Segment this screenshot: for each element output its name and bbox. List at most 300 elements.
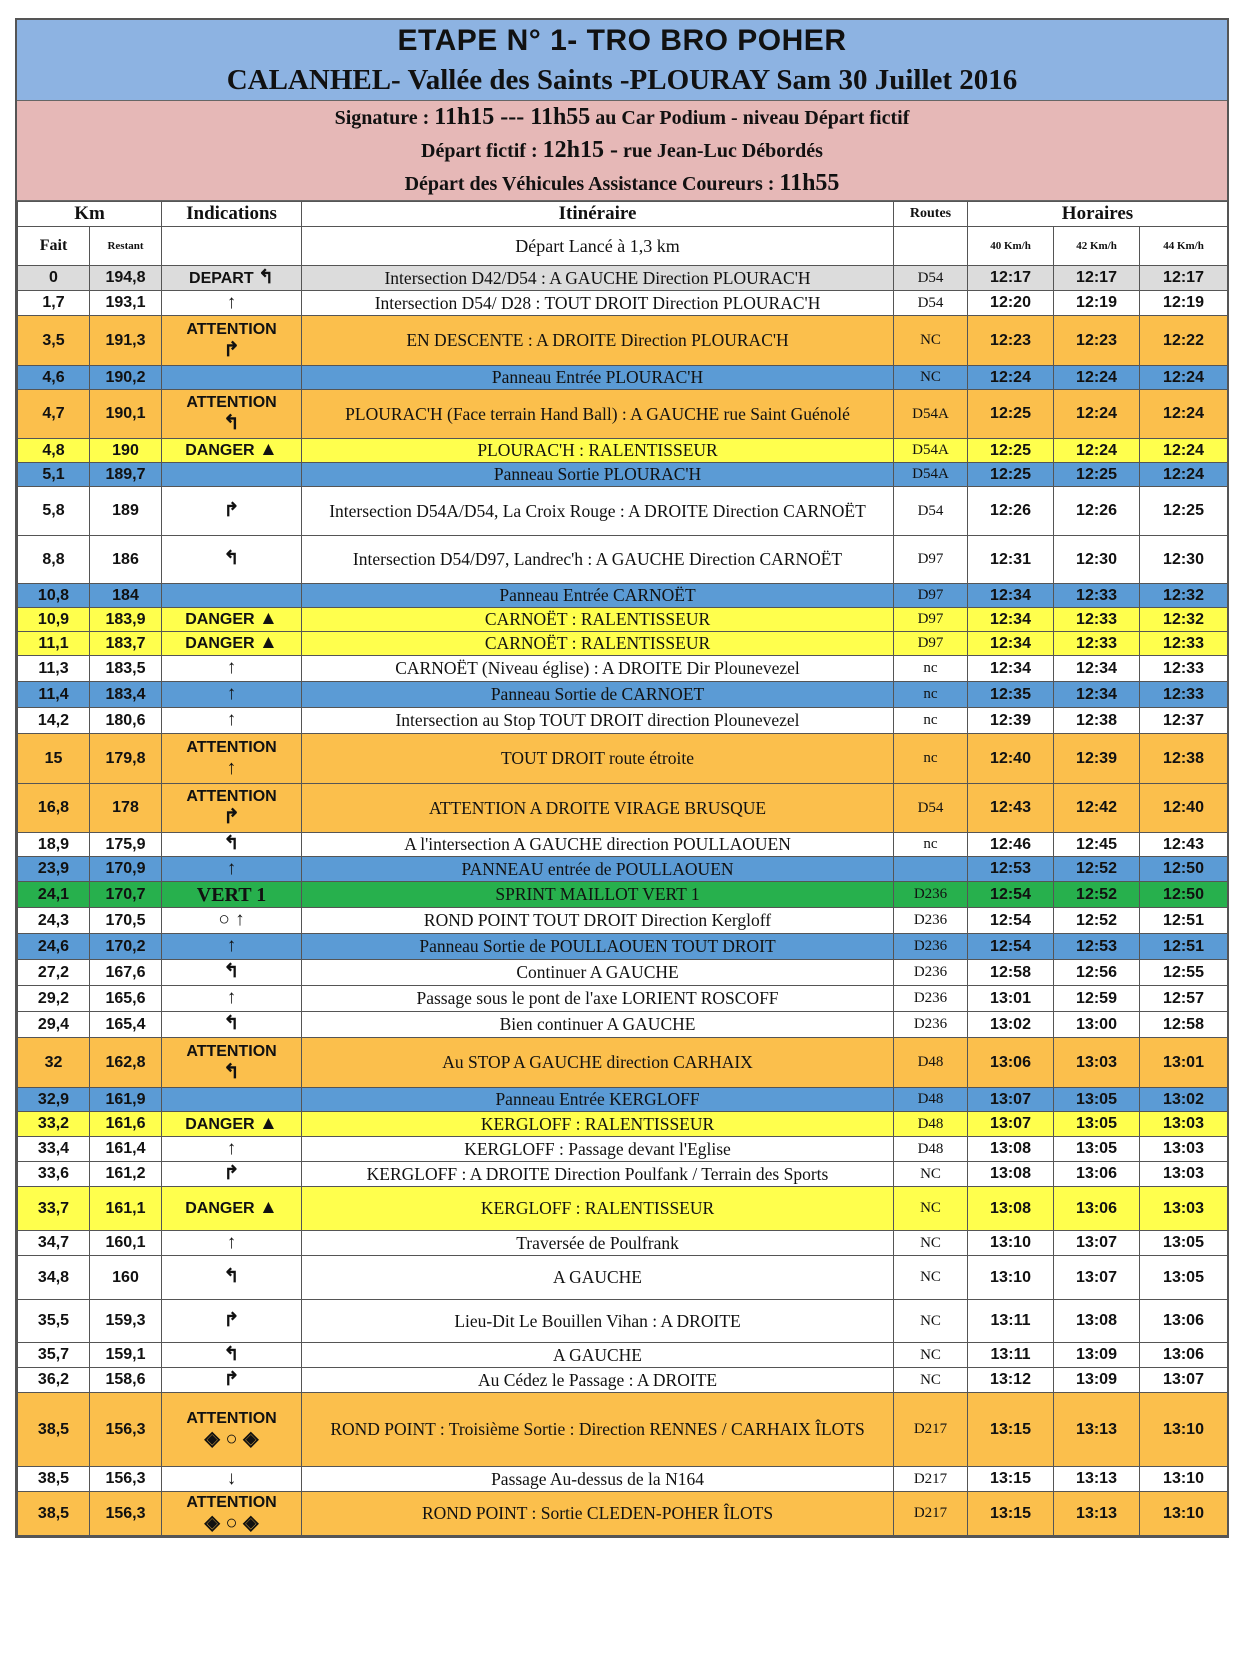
- table-row: [18, 463, 1228, 487]
- time-44-cell: 12:51: [1140, 934, 1228, 960]
- km-restant-cell: 178: [90, 784, 162, 833]
- km-fait-cell: 24,1: [18, 882, 90, 908]
- direction-arrow-icon: ↰: [223, 548, 240, 569]
- km-fait-cell: 38,5: [18, 1492, 90, 1536]
- km-fait-cell: 24,3: [18, 908, 90, 934]
- km-fait-cell: 4,8: [18, 439, 90, 463]
- time-42-cell: 12:30: [1054, 536, 1140, 584]
- indication-cell: [162, 682, 302, 708]
- km-restant-cell: 190,2: [90, 366, 162, 390]
- time-42-cell: 12:24: [1054, 366, 1140, 390]
- table-row: [18, 656, 1228, 682]
- table-row: [18, 390, 1228, 439]
- km-fait-cell: 32,9: [18, 1088, 90, 1112]
- time-44-cell: 12:33: [1140, 656, 1228, 682]
- direction-arrow-icon: ↓: [226, 1467, 237, 1489]
- time-42-cell: 12:34: [1054, 656, 1140, 682]
- itinerary-cell: Panneau Entrée PLOURAC'H: [302, 366, 894, 390]
- itinerary-cell: CARNOËT : RALENTISSEUR: [302, 632, 894, 656]
- indication-cell: [162, 316, 302, 366]
- itinerary-cell: ATTENTION A DROITE VIRAGE BRUSQUE: [302, 784, 894, 833]
- itinerary-cell: PLOURAC'H : RALENTISSEUR: [302, 439, 894, 463]
- time-42-cell: 12:52: [1054, 908, 1140, 934]
- route-cell: D54A: [894, 390, 968, 439]
- indication-label: DANGER: [185, 442, 255, 459]
- itinerary-cell: Panneau Sortie PLOURAC'H: [302, 463, 894, 487]
- indication-label: ATTENTION: [186, 738, 277, 756]
- indication-cell: [162, 608, 302, 632]
- time-42-cell: 13:07: [1054, 1256, 1140, 1300]
- itinerary-cell: Au Cédez le Passage : A DROITE: [302, 1368, 894, 1393]
- time-40-cell: 12:23: [968, 316, 1054, 366]
- direction-arrow-icon: ↱: [223, 1309, 240, 1331]
- time-40-cell: 12:24: [968, 366, 1054, 390]
- indication-cell: [162, 908, 302, 934]
- time-42-cell: 12:23: [1054, 316, 1140, 366]
- route-cell: D48: [894, 1088, 968, 1112]
- time-40-cell: 13:01: [968, 986, 1054, 1012]
- indication-label: DANGER: [185, 611, 255, 628]
- time-44-cell: 12:32: [1140, 608, 1228, 632]
- time-42-cell: 12:19: [1054, 291, 1140, 316]
- time-44-cell: 12:25: [1140, 487, 1228, 536]
- table-row: [18, 934, 1228, 960]
- indication-cell: [162, 1231, 302, 1256]
- km-fait-cell: 5,1: [18, 463, 90, 487]
- time-44-cell: 13:05: [1140, 1256, 1228, 1300]
- indication-cell: [162, 536, 302, 584]
- itinerary-cell: ROND POINT TOUT DROIT Direction Kergloff: [302, 908, 894, 934]
- table-row: [18, 1162, 1228, 1187]
- direction-arrow-icon: ↑: [226, 935, 237, 956]
- km-restant-cell: 162,8: [90, 1038, 162, 1088]
- route-cell: nc: [894, 833, 968, 857]
- table-row: [18, 632, 1228, 656]
- km-fait-cell: 38,5: [18, 1393, 90, 1467]
- indication-label: DANGER: [185, 1200, 255, 1217]
- direction-arrow-icon: ↰: [223, 1013, 240, 1034]
- km-fait-cell: 0: [18, 266, 90, 291]
- direction-arrow-icon: ▲: [259, 1197, 278, 1218]
- indication-cell: [162, 266, 302, 291]
- itinerary-cell: KERGLOFF : Passage devant l'Eglise: [302, 1137, 894, 1162]
- direction-arrow-icon: ↱: [223, 338, 240, 361]
- itinerary-cell: EN DESCENTE : A DROITE Direction PLOURAC'H: [302, 316, 894, 366]
- itinerary-cell: KERGLOFF : RALENTISSEUR: [302, 1187, 894, 1231]
- time-42-cell: 12:26: [1054, 487, 1140, 536]
- time-40-cell: 13:08: [968, 1187, 1054, 1231]
- time-42-cell: 13:13: [1054, 1393, 1140, 1467]
- indication-cell: [162, 784, 302, 833]
- km-restant-cell: 190: [90, 439, 162, 463]
- indication-cell: [162, 708, 302, 734]
- time-42-cell: 13:05: [1054, 1112, 1140, 1137]
- indication-cell: [162, 584, 302, 608]
- time-44-cell: 13:06: [1140, 1343, 1228, 1368]
- time-44-cell: 12:32: [1140, 584, 1228, 608]
- time-42-cell: 12:17: [1054, 266, 1140, 291]
- km-fait-cell: 4,7: [18, 390, 90, 439]
- signature-line: Signature : 11h15 --- 11h55 au Car Podium - niveau Départ fictif: [334, 104, 910, 130]
- indication-cell: [162, 1112, 302, 1137]
- km-fait-cell: 11,3: [18, 656, 90, 682]
- table-row: [18, 908, 1228, 934]
- time-40-cell: 13:10: [968, 1231, 1054, 1256]
- indication-cell: [162, 1256, 302, 1300]
- time-44-cell: 12:22: [1140, 316, 1228, 366]
- table-row: [18, 1300, 1228, 1343]
- time-44-cell: 12:19: [1140, 291, 1228, 316]
- table-row: [18, 439, 1228, 463]
- km-fait-cell: 32: [18, 1038, 90, 1088]
- indication-label: DANGER: [185, 1115, 255, 1133]
- route-cell: D54: [894, 784, 968, 833]
- table-row: [18, 708, 1228, 734]
- time-40-cell: 12:54: [968, 882, 1054, 908]
- indication-label: ATTENTION: [186, 394, 277, 411]
- time-42-cell: 13:03: [1054, 1038, 1140, 1088]
- time-42-cell: 13:13: [1054, 1492, 1140, 1536]
- itinerary-cell: ROND POINT : Sortie CLEDEN-POHER ÎLOTS: [302, 1492, 894, 1536]
- km-restant-cell: 156,3: [90, 1492, 162, 1536]
- direction-arrow-icon: ◈ ○ ◈: [204, 1427, 259, 1450]
- indication-cell: [162, 1467, 302, 1492]
- time-40-cell: 12:58: [968, 960, 1054, 986]
- horaires-header: Horaires: [968, 202, 1228, 227]
- km-restant-cell: 161,9: [90, 1088, 162, 1112]
- route-cell: NC: [894, 1187, 968, 1231]
- indication-cell: [162, 1343, 302, 1368]
- time-40-cell: 13:07: [968, 1088, 1054, 1112]
- time-42-cell: 12:45: [1054, 833, 1140, 857]
- time-42-cell: 13:08: [1054, 1300, 1140, 1343]
- route-cell: nc: [894, 682, 968, 708]
- time-42-cell: 12:24: [1054, 439, 1140, 463]
- km-fait-cell: 3,5: [18, 316, 90, 366]
- km-restant-cell: 180,6: [90, 708, 162, 734]
- direction-arrow-icon: ◈ ○ ◈: [204, 1511, 259, 1534]
- indication-cell: [162, 833, 302, 857]
- time-42-cell: 12:59: [1054, 986, 1140, 1012]
- km-restant-cell: 160,1: [90, 1231, 162, 1256]
- route-cell: nc: [894, 708, 968, 734]
- km-restant-cell: 189,7: [90, 463, 162, 487]
- km-fait-cell: 11,1: [18, 632, 90, 656]
- km-fait-cell: 5,8: [18, 487, 90, 536]
- direction-arrow-icon: ↰: [223, 1343, 240, 1365]
- time-40-cell: 12:34: [968, 584, 1054, 608]
- time-42-cell: 12:33: [1054, 584, 1140, 608]
- time-40-cell: 12:31: [968, 536, 1054, 584]
- route-cell: NC: [894, 1368, 968, 1393]
- time-42-cell: 13:05: [1054, 1137, 1140, 1162]
- km-restant-cell: 161,2: [90, 1162, 162, 1187]
- km-fait-cell: 35,5: [18, 1300, 90, 1343]
- direction-arrow-icon: ↑: [226, 683, 237, 704]
- time-42-cell: 12:39: [1054, 734, 1140, 784]
- indication-cell: [162, 632, 302, 656]
- indication-cell: [162, 1187, 302, 1231]
- indication-cell: [162, 1088, 302, 1112]
- itinerary-cell: Lieu-Dit Le Bouillen Vihan : A DROITE: [302, 1300, 894, 1343]
- table-row: [18, 833, 1228, 857]
- itinerary-cell: A GAUCHE: [302, 1256, 894, 1300]
- routes-subheader: [894, 227, 968, 266]
- indication-cell: [162, 986, 302, 1012]
- itinerary-cell: A GAUCHE: [302, 1343, 894, 1368]
- route-cell: D54A: [894, 439, 968, 463]
- itinerary-cell: Intersection D54/ D28 : TOUT DROIT Direction PLOURAC'H: [302, 291, 894, 316]
- indication-cell: [162, 1038, 302, 1088]
- km-restant-cell: 161,6: [90, 1112, 162, 1137]
- route-cell: D54: [894, 266, 968, 291]
- indication-cell: [162, 656, 302, 682]
- itinerary-cell: CARNOËT (Niveau église) : A DROITE Dir Plounevezel: [302, 656, 894, 682]
- km-fait-cell: 29,4: [18, 1012, 90, 1038]
- table-row: [18, 366, 1228, 390]
- km-restant-cell: 156,3: [90, 1393, 162, 1467]
- km-restant-cell: 156,3: [90, 1467, 162, 1492]
- route-cell: NC: [894, 1162, 968, 1187]
- km-header: Km: [18, 202, 162, 227]
- table-row: [18, 316, 1228, 366]
- time-40-cell: 13:02: [968, 1012, 1054, 1038]
- indication-cell: [162, 857, 302, 882]
- route-cell: D236: [894, 882, 968, 908]
- itinerary-cell: KERGLOFF : A DROITE Direction Poulfank / Terrain des Sports: [302, 1162, 894, 1187]
- time-42-cell: 12:24: [1054, 390, 1140, 439]
- indication-label: DEPART: [189, 269, 254, 287]
- time-42-cell: 12:25: [1054, 463, 1140, 487]
- time-40-cell: 13:10: [968, 1256, 1054, 1300]
- km-restant-cell: 161,1: [90, 1187, 162, 1231]
- route-cell: D236: [894, 986, 968, 1012]
- itinerary-cell: Panneau Sortie de POULLAOUEN TOUT DROIT: [302, 934, 894, 960]
- time-40-cell: 13:06: [968, 1038, 1054, 1088]
- itinerary-cell: PLOURAC'H (Face terrain Hand Ball) : A GAUCHE rue Saint Guénolé: [302, 390, 894, 439]
- time-44-cell: 13:01: [1140, 1038, 1228, 1088]
- km-restant-cell: 183,9: [90, 608, 162, 632]
- time-42-cell: 12:33: [1054, 608, 1140, 632]
- time-44-cell: 12:17: [1140, 266, 1228, 291]
- km-restant-cell: 193,1: [90, 291, 162, 316]
- route-cell: nc: [894, 656, 968, 682]
- time-40-cell: 12:34: [968, 608, 1054, 632]
- stage-title: ETAPE N° 1- TRO BRO POHER: [397, 24, 847, 57]
- table-row: [18, 584, 1228, 608]
- route-cell: NC: [894, 1256, 968, 1300]
- route-cell: NC: [894, 1300, 968, 1343]
- route-cell: D236: [894, 960, 968, 986]
- time-40-cell: 13:15: [968, 1467, 1054, 1492]
- table-row: [18, 1393, 1228, 1467]
- itinerary-cell: CARNOËT : RALENTISSEUR: [302, 608, 894, 632]
- speed-42-header: 42 Km/h: [1054, 227, 1140, 266]
- table-header-row: [18, 202, 1228, 227]
- route-cell: nc: [894, 734, 968, 784]
- time-44-cell: 13:03: [1140, 1112, 1228, 1137]
- direction-arrow-icon: ↰: [223, 833, 240, 854]
- km-restant-cell: 165,6: [90, 986, 162, 1012]
- indication-cell: [162, 934, 302, 960]
- time-44-cell: 12:57: [1140, 986, 1228, 1012]
- stage-subtitle: CALANHEL- Vallée des Saints -PLOURAY Sam 30 Juillet 2016: [226, 64, 1018, 96]
- indication-label: VERT 1: [196, 883, 267, 906]
- time-40-cell: 12:34: [968, 656, 1054, 682]
- km-fait-cell: 10,8: [18, 584, 90, 608]
- time-44-cell: 13:02: [1140, 1088, 1228, 1112]
- indication-label: DANGER: [185, 635, 255, 652]
- itinerary-cell: PANNEAU entrée de POULLAOUEN: [302, 857, 894, 882]
- route-cell: NC: [894, 366, 968, 390]
- indication-cell: [162, 1137, 302, 1162]
- itinerary-cell: Intersection au Stop TOUT DROIT direction Plounevezel: [302, 708, 894, 734]
- km-restant-cell: 183,4: [90, 682, 162, 708]
- route-cell: D236: [894, 934, 968, 960]
- direction-arrow-icon: ↰: [223, 412, 240, 434]
- km-restant-cell: 183,7: [90, 632, 162, 656]
- itinerary-cell: Continuer A GAUCHE: [302, 960, 894, 986]
- indication-cell: [162, 390, 302, 439]
- time-40-cell: 13:08: [968, 1137, 1054, 1162]
- time-42-cell: 13:09: [1054, 1368, 1140, 1393]
- km-restant-cell: 161,4: [90, 1137, 162, 1162]
- indication-cell: [162, 291, 302, 316]
- km-fait-cell: 18,9: [18, 833, 90, 857]
- time-44-cell: 12:24: [1140, 439, 1228, 463]
- table-row: [18, 1368, 1228, 1393]
- km-restant-cell: 159,1: [90, 1343, 162, 1368]
- km-fait-cell: 33,2: [18, 1112, 90, 1137]
- direction-arrow-icon: ↰: [258, 266, 274, 288]
- route-cell: [894, 857, 968, 882]
- itinerary-cell: Intersection D42/D54 : A GAUCHE Direction PLOURAC'H: [302, 266, 894, 291]
- time-40-cell: 12:43: [968, 784, 1054, 833]
- indication-cell: [162, 1393, 302, 1467]
- itinerary-cell: SPRINT MAILLOT VERT 1: [302, 882, 894, 908]
- time-40-cell: 12:39: [968, 708, 1054, 734]
- km-fait-cell: 33,6: [18, 1162, 90, 1187]
- indication-cell: [162, 960, 302, 986]
- direction-arrow-icon: ↑: [226, 857, 237, 879]
- table-row: [18, 266, 1228, 291]
- km-restant-cell: 165,4: [90, 1012, 162, 1038]
- route-cell: D54A: [894, 463, 968, 487]
- time-40-cell: 12:53: [968, 857, 1054, 882]
- indication-cell: [162, 1368, 302, 1393]
- table-row: [18, 882, 1228, 908]
- time-44-cell: 13:07: [1140, 1368, 1228, 1393]
- time-44-cell: 13:03: [1140, 1162, 1228, 1187]
- itinerary-cell: Panneau Entrée CARNOËT: [302, 584, 894, 608]
- route-cell: D97: [894, 632, 968, 656]
- time-44-cell: 13:10: [1140, 1393, 1228, 1467]
- km-restant-cell: 184: [90, 584, 162, 608]
- km-fait-cell: 38,5: [18, 1467, 90, 1492]
- route-cell: D48: [894, 1137, 968, 1162]
- indication-label: ATTENTION: [186, 1493, 277, 1511]
- table-row: [18, 291, 1228, 316]
- itinerary-table: [17, 201, 1228, 1536]
- time-42-cell: 13:06: [1054, 1162, 1140, 1187]
- itinerary-cell: Panneau Sortie de CARNOET: [302, 682, 894, 708]
- itinerary-cell: Intersection D54/D97, Landrec'h : A GAUCHE Direction CARNOËT: [302, 536, 894, 584]
- depart-lance-label: Départ Lancé à 1,3 km: [302, 227, 894, 266]
- indication-cell: [162, 1492, 302, 1536]
- itinerary-cell: Intersection D54A/D54, La Croix Rouge : A DROITE Direction CARNOËT: [302, 487, 894, 536]
- direction-arrow-icon: ▲: [259, 632, 278, 653]
- km-fait-cell: 24,6: [18, 934, 90, 960]
- direction-arrow-icon: ↑: [226, 987, 237, 1008]
- table-row: [18, 608, 1228, 632]
- km-fait-cell: 34,8: [18, 1256, 90, 1300]
- table-row: [18, 784, 1228, 833]
- time-44-cell: 12:40: [1140, 784, 1228, 833]
- route-cell: NC: [894, 1343, 968, 1368]
- km-restant-cell: 175,9: [90, 833, 162, 857]
- direction-arrow-icon: ○ ↑: [218, 909, 245, 930]
- table-row: [18, 682, 1228, 708]
- depart-fictif-line: Départ fictif : 12h15 - rue Jean-Luc Débordés: [421, 137, 823, 163]
- time-40-cell: 13:11: [968, 1343, 1054, 1368]
- time-40-cell: 12:26: [968, 487, 1054, 536]
- itinerary-cell: Passage Au-dessus de la N164: [302, 1467, 894, 1492]
- time-40-cell: 13:15: [968, 1492, 1054, 1536]
- route-cell: D54: [894, 291, 968, 316]
- itinerary-cell: Au STOP A GAUCHE direction CARHAIX: [302, 1038, 894, 1088]
- direction-arrow-icon: ↰: [223, 961, 240, 982]
- direction-arrow-icon: ▲: [259, 439, 278, 460]
- time-42-cell: 12:42: [1054, 784, 1140, 833]
- time-44-cell: 12:55: [1140, 960, 1228, 986]
- itinerary-cell: Passage sous le pont de l'axe LORIENT ROSCOFF: [302, 986, 894, 1012]
- time-44-cell: 13:03: [1140, 1187, 1228, 1231]
- itineraire-header: Itinéraire: [302, 202, 894, 227]
- time-40-cell: 12:25: [968, 390, 1054, 439]
- indication-label: ATTENTION: [186, 1409, 277, 1427]
- itinerary-cell: KERGLOFF : RALENTISSEUR: [302, 1112, 894, 1137]
- route-cell: D217: [894, 1393, 968, 1467]
- direction-arrow-icon: ↑: [226, 657, 237, 678]
- direction-arrow-icon: ↑: [226, 291, 237, 313]
- itinerary-cell: TOUT DROIT route étroite: [302, 734, 894, 784]
- indications-header: Indications: [162, 202, 302, 227]
- km-fait-cell: 36,2: [18, 1368, 90, 1393]
- direction-arrow-icon: ↱: [223, 1368, 240, 1390]
- time-44-cell: 12:58: [1140, 1012, 1228, 1038]
- route-cell: D97: [894, 584, 968, 608]
- time-40-cell: 13:12: [968, 1368, 1054, 1393]
- direction-arrow-icon: ↰: [223, 1266, 240, 1287]
- direction-arrow-icon: ↰: [223, 1060, 240, 1083]
- time-42-cell: 12:52: [1054, 882, 1140, 908]
- km-fait-cell: 1,7: [18, 291, 90, 316]
- routes-header: Routes: [894, 202, 968, 227]
- direction-arrow-icon: ↱: [223, 499, 240, 521]
- km-restant-cell: 186: [90, 536, 162, 584]
- km-fait-cell: 10,9: [18, 608, 90, 632]
- route-cell: D48: [894, 1112, 968, 1137]
- time-40-cell: 12:54: [968, 934, 1054, 960]
- km-fait-cell: 14,2: [18, 708, 90, 734]
- table-row: [18, 1187, 1228, 1231]
- time-44-cell: 12:51: [1140, 908, 1228, 934]
- route-cell: D217: [894, 1467, 968, 1492]
- indication-label: ATTENTION: [186, 788, 277, 805]
- km-restant-cell: 170,9: [90, 857, 162, 882]
- header-banner: [17, 20, 1227, 101]
- km-restant-cell: 190,1: [90, 390, 162, 439]
